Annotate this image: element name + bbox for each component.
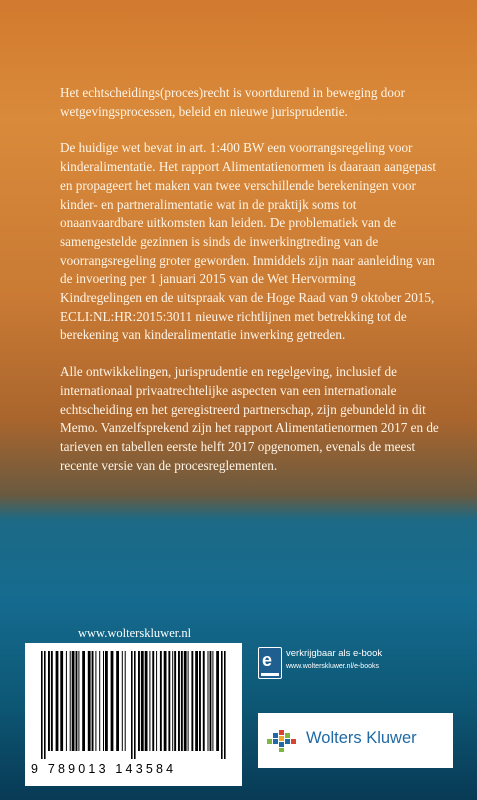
blurb-paragraph-3: Alle ontwikkelingen, jurisprudentie en regelgeving, inclusief de internationaal privaatrechtelijke aspecten van een internationale echtscheiding en het geregistreerd partnerschap, zijn gebundeld in dit Memo. Vanzelfsprekend zijn het rapport Alimentatienormen 2017 en de tarieven en tabellen eerste helft 2017 opgenomen, evenals de meest recente versie van de procesreglementen.	[60, 364, 439, 473]
ebook-url: www.wolterskluwer.nl/e-books	[286, 663, 379, 670]
isbn-barcode	[25, 643, 242, 786]
barcode-bars	[39, 651, 229, 761]
back-cover-blurb	[60, 84, 440, 493]
blurb-paragraph-2: De huidige wet bevat in art. 1:400 BW een voorrangsregeling voor kinderalimentatie. Het rapport Alimentatienormen is daaraan aangepast en propageert het maken van twee verschillende berekeningen voor kinder- en partneralimentatie wat in de praktijk soms tot onaanvaardbare uitkomsten kan leiden. De problematiek van de samengestelde gezinnen is sinds de inwerkingtreding van de voorrangsregeling groter geworden. Inmiddels zijn naar aanleiding van de invoering per 1 januari 2015 van de Wet Hervorming Kindregelingen en de uitspraak van de Hoge Raad van 9 oktober 2015, ECLI:NL:HR:2015:3011 nieuwe richtlijnen met betrekking tot de berekening van kinderalimentatie inwerking getreden.	[60, 140, 437, 343]
e-book-icon-letter: e	[262, 650, 273, 670]
publisher-name: Wolters Kluwer	[306, 729, 417, 747]
ebook-availability-title: verkrijgbaar als e-book	[286, 648, 383, 659]
blurb-paragraph-1: Het echtscheidings(proces)recht is voortdurend in beweging door wetgevingsprocessen, beleid en nieuwe jurisprudentie.	[60, 85, 405, 119]
publisher-url: www.wolterskluwer.nl	[78, 626, 192, 640]
e-book-icon	[258, 647, 282, 679]
wolters-kluwer-logo	[267, 730, 301, 752]
publisher-logo-box	[258, 713, 453, 768]
barcode-number: 9 789013 143584	[31, 762, 177, 776]
